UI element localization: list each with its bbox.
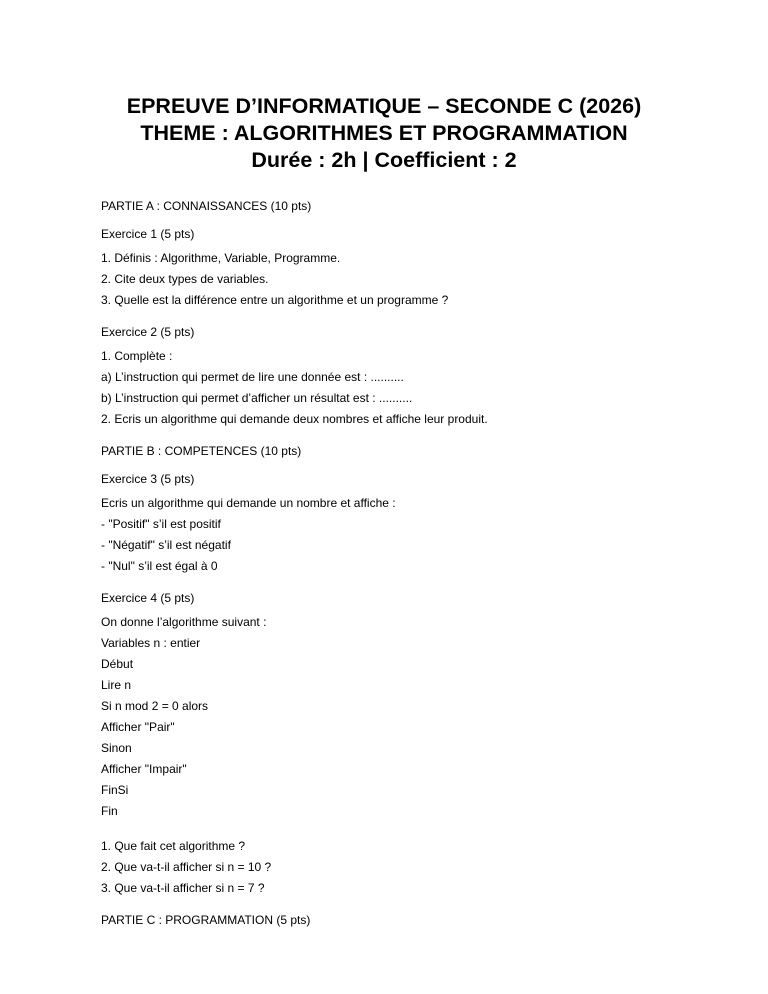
algorithm-line: FinSi xyxy=(101,783,129,797)
exam-title: EPREUVE D’INFORMATIQUE – SECONDE C (2026) xyxy=(126,94,642,118)
exercise-4-questions xyxy=(101,836,721,899)
algorithm-line: On donne l’algorithme suivant : xyxy=(101,615,267,629)
question-line: a) L’instruction qui permet de lire une donnée est : .......... xyxy=(101,370,404,384)
algorithm-line: Sinon xyxy=(101,741,132,755)
exercise-1 xyxy=(101,227,721,311)
exercise-heading: Exercice 1 (5 pts) xyxy=(101,227,195,241)
exercise-2 xyxy=(101,325,721,430)
algorithm-line: Afficher "Impair" xyxy=(101,762,187,776)
question-line: 2. Que va-t-il afficher si n = 10 ? xyxy=(101,860,272,874)
question-line: 3. Que va-t-il afficher si n = 7 ? xyxy=(101,881,265,895)
exercise-heading: Exercice 3 (5 pts) xyxy=(101,472,195,486)
question-line: Ecris un algorithme qui demande un nombre et affiche : xyxy=(101,496,396,510)
exam-title-block xyxy=(0,93,768,174)
exam-theme: THEME : ALGORITHMES ET PROGRAMMATION xyxy=(140,121,628,145)
algorithm-line: Afficher "Pair" xyxy=(101,720,175,734)
question-line: 1. Complète : xyxy=(101,349,173,363)
question-line: - "Positif" s’il est positif xyxy=(101,517,221,531)
exam-duration: Durée : 2h | Coefficient : 2 xyxy=(251,148,517,172)
section-heading-partie-a: PARTIE A : CONNAISSANCES (10 pts) xyxy=(101,199,312,213)
question-line: b) L’instruction qui permet d’afficher un résultat est : .......... xyxy=(101,391,413,405)
algorithm-line: Début xyxy=(101,657,134,671)
question-line: 2. Ecris un algorithme qui demande deux nombres et affiche leur produit. xyxy=(101,412,488,426)
algorithm-line: Variables n : entier xyxy=(101,636,201,650)
section-heading-partie-c: PARTIE C : PROGRAMMATION (5 pts) xyxy=(101,913,311,927)
exercise-4 xyxy=(101,591,721,822)
question-line: 3. Quelle est la différence entre un algorithme et un programme ? xyxy=(101,293,449,307)
algorithm-line: Si n mod 2 = 0 alors xyxy=(101,699,209,713)
question-line: 1. Définis : Algorithme, Variable, Programme. xyxy=(101,251,341,265)
question-line: - "Négatif" s’il est négatif xyxy=(101,538,231,552)
question-line: 1. Que fait cet algorithme ? xyxy=(101,839,246,853)
section-heading-partie-b: PARTIE B : COMPETENCES (10 pts) xyxy=(101,444,302,458)
algorithm-line: Lire n xyxy=(101,678,132,692)
exercise-heading: Exercice 2 (5 pts) xyxy=(101,325,195,339)
question-line: - "Nul" s’il est égal à 0 xyxy=(101,559,218,573)
exercise-heading: Exercice 4 (5 pts) xyxy=(101,591,195,605)
algorithm-line: Fin xyxy=(101,804,118,818)
exercise-3 xyxy=(101,472,721,577)
exam-content xyxy=(101,199,721,941)
question-line: 2. Cite deux types de variables. xyxy=(101,272,269,286)
